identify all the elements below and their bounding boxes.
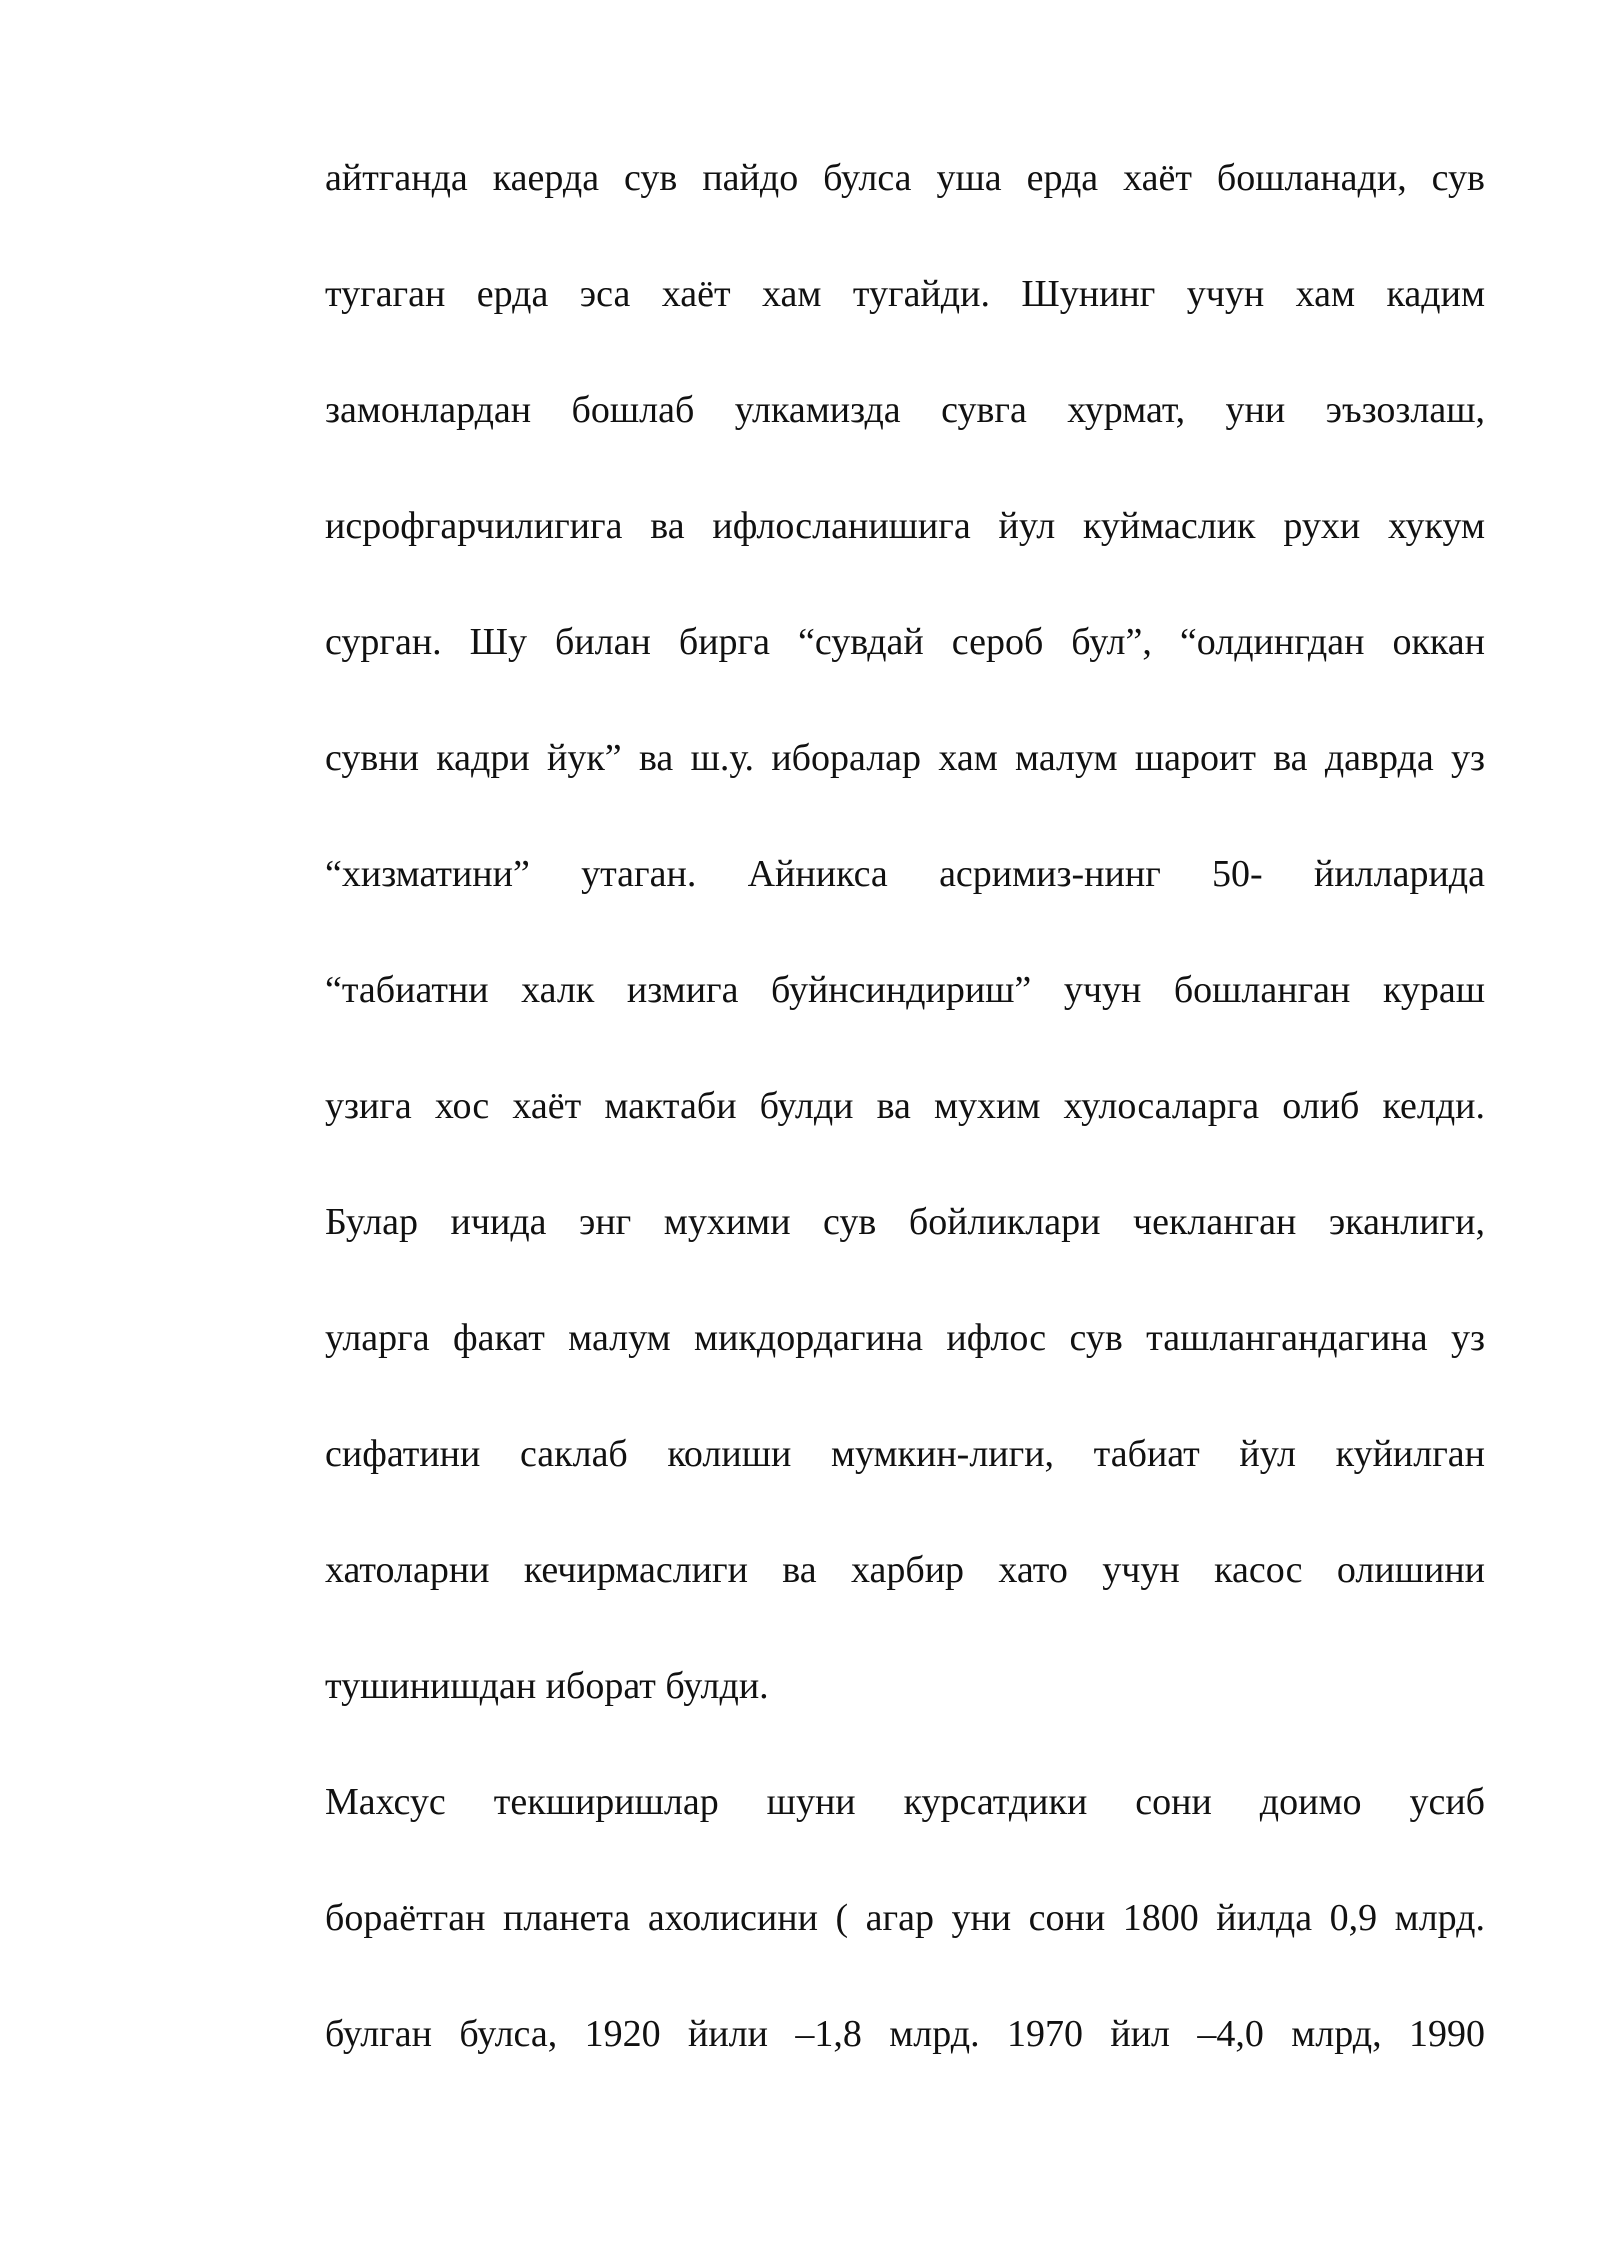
text-line: “табиатни халк измига буйнсиндириш” учун бошланган кураш — [325, 969, 1485, 1011]
text-line: айтганда каерда сув пайдо булса уша ерда хаёт бошланади, сув — [325, 157, 1485, 199]
text-line: Булар ичида энг мухими сув бойликлари чекланган эканлиги, — [325, 1201, 1485, 1243]
text-line: исрофгарчилигига ва ифлосланишига йул куймаслик рухи хукум — [325, 505, 1485, 547]
text-line: уларга факат малум микдордагина ифлос сув ташлангандагина уз — [325, 1317, 1485, 1359]
text-line: сурган. Шу билан бирга “сувдай сероб бул”, “олдингдан оккан — [325, 621, 1485, 663]
text-line: Махсус текширишлар шуни курсатдики сони доимо усиб — [325, 1781, 1485, 1823]
text-line: булган булса, 1920 йили –1,8 млрд. 1970 йил –4,0 млрд, 1990 — [325, 2013, 1485, 2055]
text-line: хатоларни кечирмаслиги ва харбир хато учун касос олишини — [325, 1549, 1485, 1591]
text-line: тушинишдан иборат булди. — [325, 1665, 769, 1707]
text-line: бораётган планета ахолисини ( агар уни сони 1800 йилда 0,9 млрд. — [325, 1897, 1485, 1939]
text-line: сувни кадри йук” ва ш.у. иборалар хам малум шароит ва даврда уз — [325, 737, 1485, 779]
text-line: тугаган ерда эса хаёт хам тугайди. Шунинг учун хам кадим — [325, 273, 1485, 315]
text-line: “хизматини” утаган. Айникса асримиз-нинг 50- йилларида — [325, 853, 1485, 895]
text-line: сифатини саклаб колиши мумкин-лиги, табиат йул куйилган — [325, 1433, 1485, 1475]
text-line: замонлардан бошлаб улкамизда сувга хурмат, уни эъзозлаш, — [325, 389, 1485, 431]
paragraph-2 — [325, 1744, 1485, 2092]
paragraph-1 — [325, 120, 1485, 1744]
text-line: узига хос хаёт мактаби булди ва мухим хулосаларга олиб келди. — [325, 1085, 1485, 1127]
